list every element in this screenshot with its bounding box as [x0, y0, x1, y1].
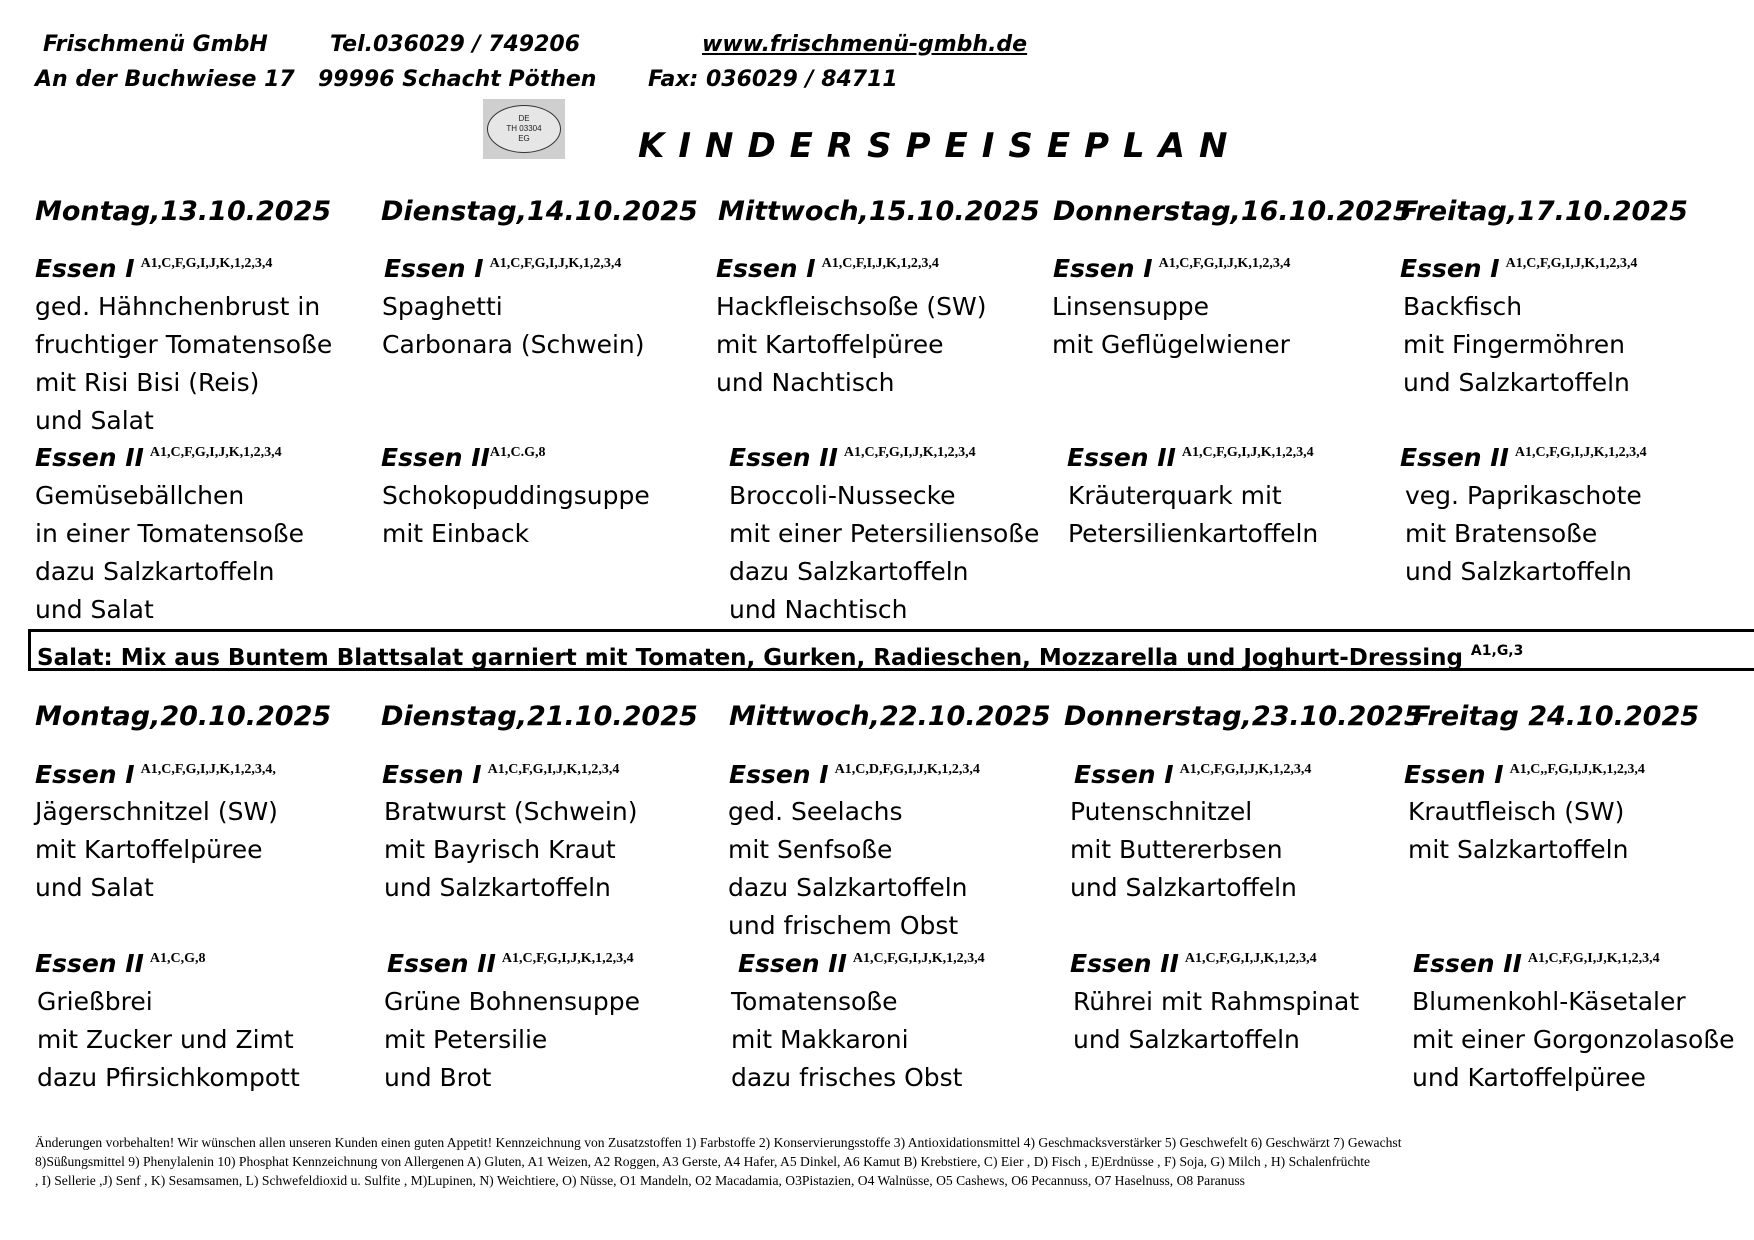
company-street: An der Buchwiese 17: [35, 67, 295, 92]
meal-1-description: [35, 288, 332, 440]
day-heading: Mittwoch,22.10.2025: [729, 701, 1051, 732]
meal-2-heading: [1070, 949, 1317, 978]
dish-line: und frischem Obst: [728, 911, 959, 940]
dish-line: Grüne Bohnensuppe: [384, 987, 641, 1016]
dish-line: mit Kartoffelpüree: [716, 330, 944, 359]
day-heading: Donnerstag,16.10.2025: [1053, 196, 1412, 227]
meal-label: Essen I: [729, 760, 829, 789]
meal-label: Essen I: [35, 254, 135, 283]
meal-1-description: [1070, 793, 1297, 907]
meal-label: Essen II: [729, 443, 838, 472]
meal-2-description: [1412, 983, 1734, 1097]
allergen-codes: A1,C,F,G,I,J,K,1,2,3,4: [1158, 256, 1291, 271]
meal-label: Essen II: [1067, 443, 1176, 472]
allergen-codes: A1,C,F,G,I,J,K,1,2,3,4: [489, 256, 622, 271]
dish-line: mit Geflügelwiener: [1052, 330, 1290, 359]
meal-2-heading: [729, 443, 976, 472]
meal-1-description: [1403, 288, 1630, 402]
allergen-codes: A1,C.G,8: [489, 445, 546, 460]
footer-line: , I) Sellerie ,J) Senf , K) Sesamsamen, L) Schwefeldioxid u. Sulfite , M)Lupinen, N) Weichtiere, O) Nüsse, O1 Mandeln, O2 Macadamia, O3Pistazien, O4 Walnüsse, O5 Cashews, O6 Pecannuss, O7 Haselnuss, O8 Paranuss: [35, 1173, 1245, 1188]
dish-line: Rührei mit Rahmspinat: [1073, 987, 1360, 1016]
meal-1-description: [35, 793, 278, 907]
dish-line: in einer Tomatensoße: [35, 519, 304, 548]
dish-line: mit Zucker und Zimt: [37, 1025, 294, 1054]
dish-line: Linsensuppe: [1052, 292, 1209, 321]
salad-banner: [28, 629, 1754, 671]
day-heading: Freitag 24.10.2025: [1412, 701, 1700, 732]
meal-1-description: [728, 793, 968, 945]
dish-line: mit Bayrisch Kraut: [384, 835, 616, 864]
dish-line: mit Petersilie: [384, 1025, 548, 1054]
meal-1-heading: [729, 760, 980, 789]
meal-2-description: [384, 983, 640, 1097]
dish-line: und Salzkartoffeln: [384, 873, 611, 902]
dish-line: Petersilienkartoffeln: [1068, 519, 1319, 548]
meal-2-description: [731, 983, 962, 1097]
dish-line: mit Salzkartoffeln: [1408, 835, 1629, 864]
footer-notes: [35, 1133, 1750, 1190]
company-website-link[interactable]: www.frischmenü-gmbh.de: [702, 32, 1028, 57]
meal-1-heading: [1400, 254, 1637, 283]
dish-line: Grießbrei: [37, 987, 153, 1016]
stamp-line-2: TH 03304: [506, 124, 542, 133]
meal-1-heading: [1074, 760, 1311, 789]
allergen-codes: A1,C,F,G,I,J,K,1,2,3,4: [1181, 445, 1314, 460]
dish-line: Broccoli-Nussecke: [729, 481, 956, 510]
dish-line: mit Bratensoße: [1405, 519, 1598, 548]
dish-line: Kräuterquark mit: [1068, 481, 1282, 510]
dish-line: dazu frisches Obst: [731, 1063, 963, 1092]
meal-label: Essen I: [1074, 760, 1174, 789]
footer-line: 8)Süßungsmittel 9) Phenylalenin 10) Phosphat Kennzeichnung von Allergenen A) Gluten, A1 Weizen, A2 Roggen, A3 Gerste, A4 Hafer, A5 Dinkel, A6 Kamut B) Krebstiere, C) Eier , D) Fisch , E)Erdnüsse , F) Soja, G) Milch , H) Schalenfrüchte: [35, 1154, 1371, 1169]
meal-1-description: [382, 288, 645, 364]
meal-label: Essen II: [738, 949, 847, 978]
meal-1-heading: [384, 254, 621, 283]
meal-2-description: [1068, 477, 1318, 553]
meal-label: Essen II: [387, 949, 496, 978]
stamp-line-3: EG: [518, 134, 530, 143]
meal-2-heading: [1067, 443, 1314, 472]
dish-line: und Salat: [35, 595, 154, 624]
dish-line: dazu Pfirsichkompott: [37, 1063, 300, 1092]
meal-label: Essen I: [1404, 760, 1504, 789]
dish-line: und Salzkartoffeln: [1405, 557, 1632, 586]
meal-1-description: [384, 793, 637, 907]
dish-line: ged. Seelachs: [728, 797, 903, 826]
meal-label: Essen I: [1400, 254, 1500, 283]
company-phone: Tel.036029 / 749206: [330, 32, 581, 57]
dish-line: Carbonara (Schwein): [382, 330, 645, 359]
meal-label: Essen I: [1053, 254, 1153, 283]
dish-line: Krautfleisch (SW): [1408, 797, 1625, 826]
company-name: Frischmenü GmbH: [43, 32, 268, 57]
dish-line: und Kartoffelpüree: [1412, 1063, 1646, 1092]
meal-label: Essen II: [1400, 443, 1509, 472]
day-heading: Dienstag,14.10.2025: [381, 196, 698, 227]
day-heading: Mittwoch,15.10.2025: [718, 196, 1040, 227]
dish-line: fruchtiger Tomatensoße: [35, 330, 333, 359]
meal-2-description: [729, 477, 1039, 629]
allergen-codes: A1,C,F,G,I,J,K,1,2,3,4: [501, 951, 634, 966]
dish-line: mit einer Petersiliensoße: [729, 519, 1040, 548]
dish-line: und Salzkartoffeln: [1070, 873, 1297, 902]
dish-line: Jägerschnitzel (SW): [35, 797, 278, 826]
company-city: 99996 Schacht Pöthen: [318, 67, 597, 92]
allergen-codes: A1,C,F,G,I,J,K,1,2,3,4: [1179, 762, 1312, 777]
allergen-codes: A1,C,F,G,I,J,K,1,2,3,4: [843, 445, 976, 460]
meal-2-description: [1073, 983, 1359, 1059]
meal-label: Essen I: [384, 254, 484, 283]
day-heading: Freitag,17.10.2025: [1400, 196, 1688, 227]
meal-1-heading: [1053, 254, 1290, 283]
meal-2-heading: [738, 949, 985, 978]
dish-line: ged. Hähnchenbrust in: [35, 292, 321, 321]
page-title: KINDERSPEISEPLAN: [638, 126, 1242, 166]
meal-2-description: [37, 983, 300, 1097]
health-mark-oval: [487, 105, 561, 153]
meal-2-description: [1405, 477, 1642, 591]
allergen-codes: A1,C,F,G,I,J,K,1,2,3,4: [1527, 951, 1660, 966]
meal-label: Essen II: [1070, 949, 1179, 978]
meal-label: Essen I: [382, 760, 482, 789]
meal-2-description: [35, 477, 304, 629]
meal-2-heading: [381, 443, 546, 472]
company-fax: Fax: 036029 / 84711: [648, 67, 898, 92]
dish-line: und Salzkartoffeln: [1403, 368, 1630, 397]
meal-1-heading: [382, 760, 619, 789]
meal-2-heading: [35, 443, 282, 472]
dish-line: und Salat: [35, 873, 154, 902]
meal-2-heading: [35, 949, 206, 978]
allergen-codes: A1,C,F,G,I,J,K,1,2,3,4: [140, 256, 273, 271]
dish-line: dazu Salzkartoffeln: [729, 557, 969, 586]
meal-2-description: [382, 477, 650, 553]
dish-line: veg. Paprikaschote: [1405, 481, 1642, 510]
dish-line: mit Buttererbsen: [1070, 835, 1283, 864]
dish-line: Tomatensoße: [731, 987, 898, 1016]
meal-1-heading: [716, 254, 939, 283]
dish-line: mit Fingermöhren: [1403, 330, 1625, 359]
day-heading: Montag,13.10.2025: [35, 196, 332, 227]
meal-2-heading: [1413, 949, 1660, 978]
meal-label: Essen II: [35, 949, 144, 978]
day-heading: Donnerstag,23.10.2025: [1064, 701, 1423, 732]
allergen-codes: A1,C,F,G,I,J,K,1,2,3,4: [149, 445, 282, 460]
stamp-line-1: DE: [518, 114, 530, 123]
meal-2-heading: [387, 949, 634, 978]
meal-label: Essen II: [35, 443, 144, 472]
salad-allergen-codes: A1,G,3: [1470, 643, 1524, 659]
allergen-codes: A1,C,G,8: [149, 951, 206, 966]
meal-1-heading: [35, 254, 272, 283]
meal-label: Essen II: [1413, 949, 1522, 978]
allergen-codes: A1,C,F,G,I,J,K,1,2,3,4: [1184, 951, 1317, 966]
dish-line: mit Kartoffelpüree: [35, 835, 263, 864]
health-mark-stamp: [483, 99, 565, 159]
meal-2-heading: [1400, 443, 1647, 472]
allergen-codes: A1,C,F,G,I,J,K,1,2,3,4: [487, 762, 620, 777]
dish-line: mit einer Gorgonzolasoße: [1412, 1025, 1735, 1054]
dish-line: dazu Salzkartoffeln: [35, 557, 275, 586]
meal-1-description: [1408, 793, 1628, 869]
dish-line: Putenschnitzel: [1070, 797, 1253, 826]
dish-line: Blumenkohl-Käsetaler: [1412, 987, 1686, 1016]
dish-line: Spaghetti: [382, 292, 503, 321]
dish-line: Bratwurst (Schwein): [384, 797, 638, 826]
dish-line: Backfisch: [1403, 292, 1523, 321]
dish-line: dazu Salzkartoffeln: [728, 873, 968, 902]
meal-label: Essen I: [716, 254, 816, 283]
meal-label: Essen I: [35, 760, 135, 789]
meal-1-heading: [35, 760, 276, 789]
meal-1-description: [716, 288, 987, 402]
meal-1-heading: [1404, 760, 1645, 789]
dish-line: und Salzkartoffeln: [1073, 1025, 1300, 1054]
dish-line: und Nachtisch: [729, 595, 908, 624]
day-heading: Dienstag,21.10.2025: [381, 701, 698, 732]
dish-line: mit Senfsoße: [728, 835, 893, 864]
meal-label: Essen II: [381, 443, 490, 472]
dish-line: Hackfleischsoße (SW): [716, 292, 987, 321]
salad-text: Salat: Mix aus Buntem Blattsalat garniert mit Tomaten, Gurken, Radieschen, Mozzarella und Joghurt-Dressing: [37, 645, 1463, 671]
allergen-codes: A1,C,F,G,I,J,K,1,2,3,4: [1505, 256, 1638, 271]
allergen-codes: A1,C,F,G,I,J,K,1,2,3,4: [852, 951, 985, 966]
dish-line: mit Einback: [382, 519, 530, 548]
dish-line: und Brot: [384, 1063, 492, 1092]
day-heading: Montag,20.10.2025: [35, 701, 332, 732]
allergen-codes: A1,C,F,I,J,K,1,2,3,4: [821, 256, 939, 271]
dish-line: mit Makkaroni: [731, 1025, 909, 1054]
dish-line: Gemüsebällchen: [35, 481, 245, 510]
meal-1-description: [1052, 288, 1290, 364]
allergen-codes: A1,C,D,F,G,I,J,K,1,2,3,4: [834, 762, 980, 777]
dish-line: mit Risi Bisi (Reis): [35, 368, 260, 397]
footer-line: Änderungen vorbehalten! Wir wünschen allen unseren Kunden einen guten Appetit! Kennzeichnung von Zusatzstoffen 1) Farbstoffe 2) Konservierungsstoffe 3) Antioxidationsmittel 4) Geschmacksverstärker 5) Geschwefelt 6) Geschwärzt 7) Gewachst: [35, 1135, 1402, 1150]
allergen-codes: A1,C,F,G,I,J,K,1,2,3,4,: [140, 762, 276, 777]
dish-line: und Salat: [35, 406, 154, 435]
dish-line: Schokopuddingsuppe: [382, 481, 650, 510]
allergen-codes: A1,C,F,G,I,J,K,1,2,3,4: [1514, 445, 1647, 460]
allergen-codes: A1,C,,F,G,I,J,K,1,2,3,4: [1509, 762, 1645, 777]
dish-line: und Nachtisch: [716, 368, 895, 397]
